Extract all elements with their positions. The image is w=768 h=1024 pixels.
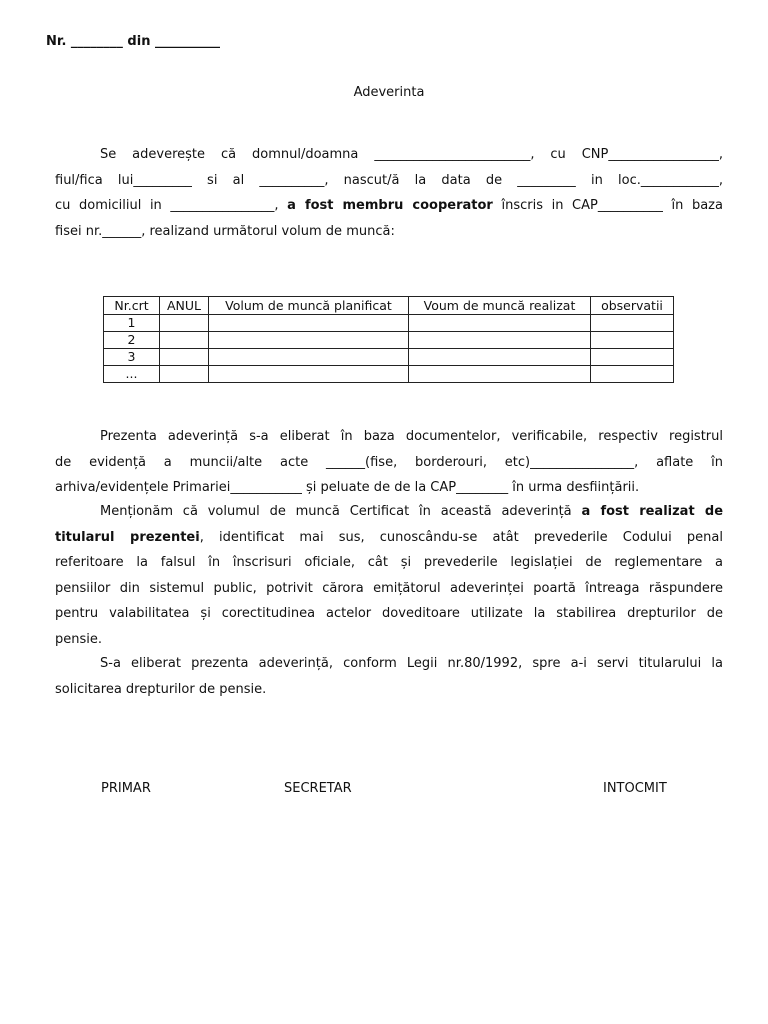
cap-text: înscris in CAP__________ în baza <box>501 198 723 213</box>
table-cell <box>591 366 674 383</box>
paragraph3-line3: referitoare la falsul în înscrisuri oficiale, cât și prevederile legislației de reglementare a <box>55 555 723 570</box>
legal-responsibility-paragraph <box>55 499 723 652</box>
table-cell <box>160 349 209 366</box>
table-cell <box>209 349 409 366</box>
issuance-basis-paragraph <box>55 424 723 501</box>
table-cell <box>409 315 591 332</box>
table-row <box>104 332 674 349</box>
paragraph3-line6: pensie. <box>55 631 103 647</box>
table-cell: ... <box>104 366 160 383</box>
signature-primar: PRIMAR <box>101 781 151 796</box>
signature-secretar: SECRETAR <box>284 781 352 796</box>
document-title: Adeverinta <box>353 85 425 100</box>
paragraph3-line4: pensiilor din sistemul public, potrivit cărora emițătorul adeverinței poartă întreaga răspundere <box>55 580 723 596</box>
table-cell <box>209 315 409 332</box>
identified-text: , identificat mai sus, cunoscându-se atât prevederile Codului penal <box>199 529 723 545</box>
paragraph3-line2 <box>55 525 723 551</box>
paragraph3-line1 <box>55 499 723 525</box>
paragraph1-line2: fiul/fica lui_________ si al __________, nascut/ă la data de _________ in loc.____________, <box>55 172 723 188</box>
paragraph1-line4: fisei nr.______, realizand următorul volum de muncă: <box>55 223 395 239</box>
domicile-text: cu domiciliul in ________________, <box>55 198 279 213</box>
table-cell <box>409 366 591 383</box>
realized-bold-text: a fost realizat de <box>581 504 724 519</box>
table-cell <box>160 332 209 349</box>
signature-intocmit: INTOCMIT <box>603 781 667 796</box>
cooperator-bold-text: a fost membru cooperator <box>287 198 493 213</box>
header-nr-crt: Nr.crt <box>104 297 160 315</box>
paragraph4-line1: S-a eliberat prezenta adeverință, conform Legii nr.80/1992, spre a-i servi titularului la <box>100 656 723 671</box>
paragraph1-line3 <box>55 193 723 219</box>
header-volum-realizat: Voum de muncă realizat <box>409 297 591 315</box>
legal-basis-paragraph <box>55 651 723 702</box>
table-cell <box>591 332 674 349</box>
table-row <box>104 315 674 332</box>
table-header-row <box>104 297 674 315</box>
paragraph2-line1: Prezenta adeverință s-a eliberat în baza documentelor, verificabile, respectiv registrul <box>100 429 723 444</box>
table-cell <box>591 349 674 366</box>
table-cell <box>209 366 409 383</box>
table-cell: 1 <box>104 315 160 332</box>
paragraph3-line5: pentru valabilitatea și corectitudinea actelor doveditoare utilizate la stabilirea drepturilor de <box>55 606 723 621</box>
document-number-line: Nr. ________ din __________ <box>46 34 220 49</box>
certification-paragraph <box>55 142 723 244</box>
work-volume-table <box>103 296 674 383</box>
header-observatii: observatii <box>591 297 674 315</box>
table-row <box>104 349 674 366</box>
header-anul: ANUL <box>160 297 209 315</box>
table-row <box>104 366 674 383</box>
mentionam-text: Menționăm că volumul de muncă Certificat în această adeverință <box>100 504 572 519</box>
paragraph2-line2: de evidență a muncii/alte acte ______(fise, borderouri, etc)________________, aflate în <box>55 454 723 470</box>
table-cell <box>209 332 409 349</box>
paragraph2-line3: arhiva/evidențele Primariei___________ și peluate de de la CAP________ în urma desființării. <box>55 480 640 495</box>
table-cell <box>160 366 209 383</box>
header-volum-planificat: Volum de muncă planificat <box>209 297 409 315</box>
table-cell <box>160 315 209 332</box>
table-cell <box>591 315 674 332</box>
table-cell: 2 <box>104 332 160 349</box>
paragraph4-line2: solicitarea drepturilor de pensie. <box>55 681 267 697</box>
titular-bold-text: titularul prezentei <box>55 529 200 545</box>
table-cell <box>409 332 591 349</box>
paragraph1-line1: Se adeverește că domnul/doamna ________________________, cu CNP_________________, <box>100 147 723 162</box>
table-cell <box>409 349 591 366</box>
table-cell: 3 <box>104 349 160 366</box>
